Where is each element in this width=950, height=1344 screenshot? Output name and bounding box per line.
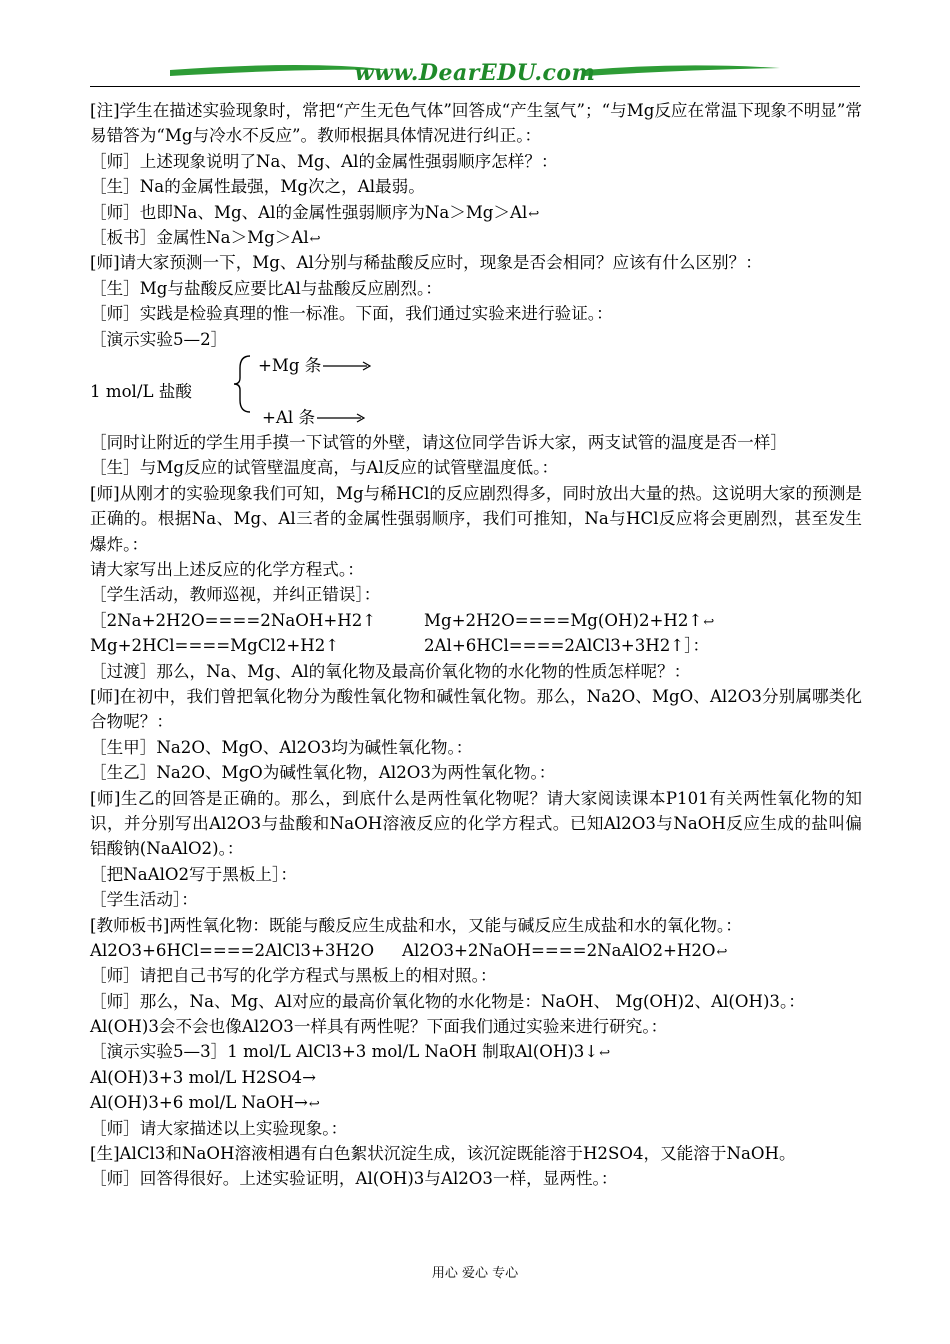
text-line: ［生乙］Na2O、MgO为碱性氧化物，Al2O3为两性氧化物。： xyxy=(90,763,556,783)
text-content: ［板书］金属性Na＞Mg＞Al xyxy=(90,227,309,247)
experiment-reagent: 1 mol/L 盐酸 xyxy=(90,381,192,401)
site-logo[interactable]: www.DearEDU.com xyxy=(354,60,596,86)
equation-left: ［2Na+2H2O====2NaOH+H2↑ xyxy=(90,610,377,630)
text-line: ［师］实践是检验真理的惟一标准。下面，我们通过实验来进行验证。： xyxy=(90,304,613,324)
equation-left: Mg+2HCl====MgCl2+H2↑ xyxy=(90,636,340,656)
equation-row xyxy=(90,633,862,658)
text-line xyxy=(90,1090,862,1115)
paragraph-mark-icon: ↩ xyxy=(716,944,728,960)
text-line: [师]在初中，我们曾把氧化物分为酸性氧化物和碱性氧化物。那么，Na2O、MgO、Al2O3分别属哪类化合物呢？： xyxy=(90,686,862,732)
text-line xyxy=(90,200,862,225)
page-footer: 用心 爱心 专心 xyxy=(431,1266,519,1281)
arrow-right-icon xyxy=(317,413,365,423)
text-line: ［过渡］那么，Na、Mg、Al的氧化物及最高价氧化物的水化物的性质怎样呢？： xyxy=(90,661,691,681)
text-line: ［生］Mg与盐酸反应要比Al与盐酸反应剧烈。： xyxy=(90,278,442,298)
arrow-right-icon xyxy=(323,361,371,371)
text-line: [师]请大家预测一下，Mg、Al分别与稀盐酸反应时，现象是否会相同？应该有什么区别？： xyxy=(90,253,762,273)
equation-row xyxy=(90,938,862,963)
equation-text: Al2O3+2NaOH====2NaAlO2+H2O xyxy=(402,940,716,960)
paragraph-mark-icon: ↩ xyxy=(528,206,540,222)
text-line: ［学生活动，教师巡视，并纠正错误］： xyxy=(90,585,381,605)
branch-text: +Al 条 xyxy=(262,407,316,427)
text-line: ［师］请把自己书写的化学方程式与黑板上的相对照。： xyxy=(90,966,497,986)
equation-right xyxy=(424,608,714,633)
text-line xyxy=(90,1039,862,1064)
text-line: [生]AlCl3和NaOH溶液相遇有白色絮状沉淀生成，该沉淀既能溶于H2SO4，又能溶于NaOH。 xyxy=(90,1144,796,1164)
experiment-branch-al xyxy=(262,404,365,428)
text-line: [注]学生在描述实验现象时，常把“产生无色气体”回答成“产生氢气”；“与Mg反应在常温下现象不明显”常易错答为“Mg与冷水不反应”。教师根据具体情况进行纠正。： xyxy=(90,101,862,146)
text-line: ［师］上述现象说明了Na、Mg、Al的金属性强弱顺序怎样？： xyxy=(90,151,558,171)
document-body xyxy=(90,98,862,1192)
equation-row xyxy=(90,608,862,633)
text-line: ［同时让附近的学生用手摸一下试管的外壁，请这位同学告诉大家，两支试管的温度是否一样］ xyxy=(90,432,787,452)
text-line: Al(OH)3会不会也像Al2O3一样具有两性呢？下面我们通过实验来进行研究。： xyxy=(90,1017,668,1037)
text-line: ［学生活动］： xyxy=(90,890,198,910)
text-line: Al(OH)3+3 mol/L H2SO4→ xyxy=(90,1067,316,1087)
text-content: ［演示实验5—3］1 mol/L AlCl3+3 mol/L NaOH 制取Al(OH)3↓ xyxy=(90,1042,599,1062)
text-line: ［生］Na的金属性最强，Mg次之，Al最弱。 xyxy=(90,177,425,197)
equation-right xyxy=(402,938,727,963)
experiment-branch-mg xyxy=(258,352,371,376)
text-line: ［生甲］Na2O、MgO、Al2O3均为碱性氧化物。： xyxy=(90,737,473,757)
text-line: ［师］那么，Na、Mg、Al对应的最高价氧化物的水化物是：NaOH、 Mg(OH)2、Al(OH)3。： xyxy=(90,991,805,1011)
paragraph-mark-icon: ↩ xyxy=(703,614,715,630)
branch-text: +Mg 条 xyxy=(258,355,322,375)
experiment-diagram xyxy=(90,352,862,430)
text-line: ［生］与Mg反应的试管壁温度高，与Al反应的试管壁温度低。： xyxy=(90,458,559,478)
text-line: [教师板书]两性氧化物：既能与酸反应生成盐和水，又能与碱反应生成盐和水的氧化物。： xyxy=(90,915,742,935)
equation-text: Mg+2H2O====Mg(OH)2+H2↑ xyxy=(424,610,703,630)
text-line: [师]从刚才的实验现象我们可知，Mg与稀HCl的反应剧烈得多，同时放出大量的热。这说明大家的预测是正确的。根据Na、Mg、Al三者的金属性强弱顺序，我们可推知，Na与HCl反应将会更剧烈，甚至发生爆炸。： xyxy=(90,483,862,554)
paragraph-mark-icon: ↩ xyxy=(599,1046,611,1062)
equation-left: Al2O3+6HCl====2AlCl3+3H2O xyxy=(90,940,375,960)
text-line: [师]生乙的回答是正确的。那么，到底什么是两性氧化物呢？请大家阅读课本P101有关两性氧化物的知识，并分别写出Al2O3与盐酸和NaOH溶液反应的化学方程式。已知Al2O3与NaOH反应生成的盐叫偏铝酸钠(NaAlO2)。： xyxy=(90,788,862,859)
paragraph-mark-icon: ↩ xyxy=(308,1097,320,1113)
equation-right: 2Al+6HCl====2AlCl3+3H2↑］： xyxy=(424,636,710,656)
header-rule xyxy=(90,86,860,87)
text-line xyxy=(90,225,862,250)
brace-icon xyxy=(232,354,254,414)
paragraph-mark-icon: ↩ xyxy=(309,231,321,247)
text-content: ［师］也即Na、Mg、Al的金属性强弱顺序为Na＞Mg＞Al xyxy=(90,202,528,222)
text-content: Al(OH)3+6 mol/L NaOH→ xyxy=(90,1093,308,1113)
text-line: ［把NaAlO2写于黑板上］： xyxy=(90,864,297,884)
text-line: ［演示实验5—2］ xyxy=(90,329,228,349)
text-line: ［师］请大家描述以上实验现象。： xyxy=(90,1118,348,1138)
text-line: 请大家写出上述反应的化学方程式。： xyxy=(90,559,364,579)
text-line: ［师］回答得很好。上述实验证明，Al(OH)3与Al2O3一样，显两性。： xyxy=(90,1169,618,1189)
